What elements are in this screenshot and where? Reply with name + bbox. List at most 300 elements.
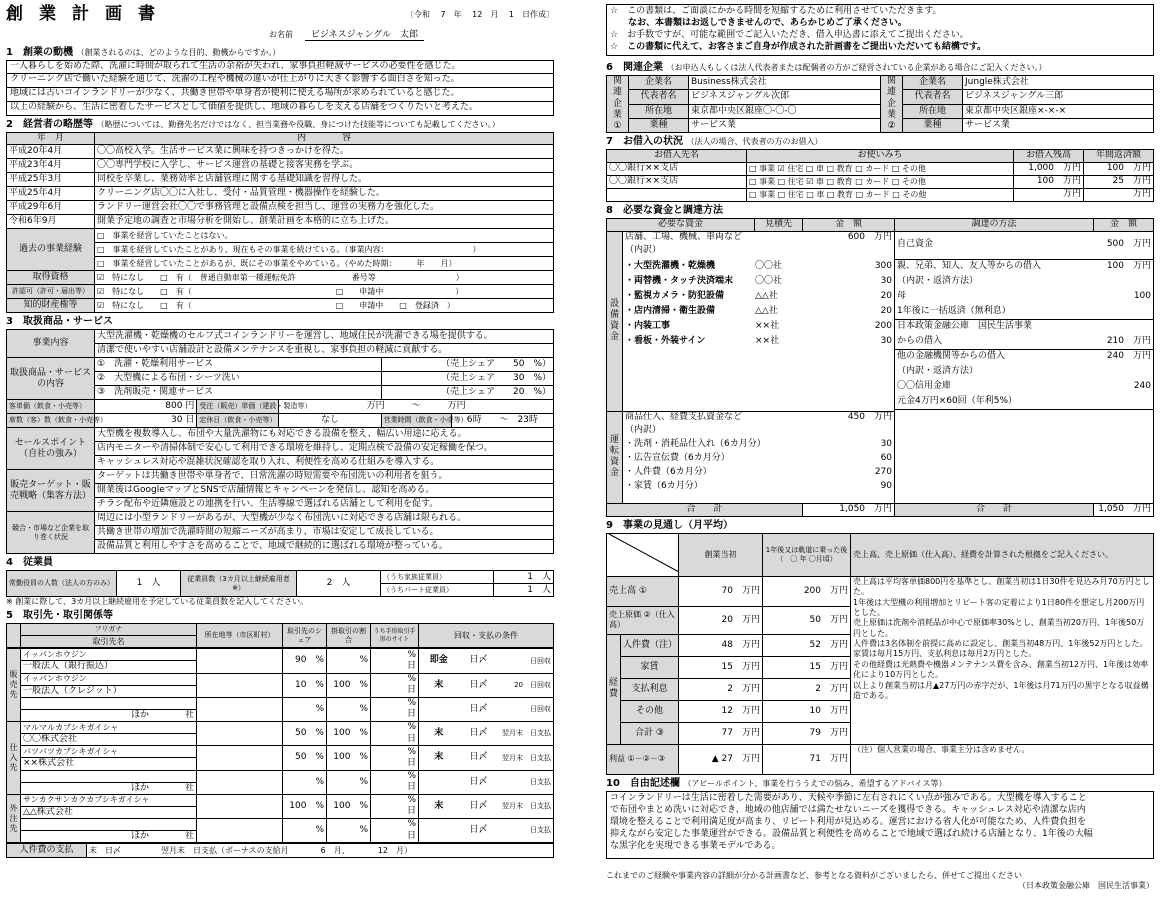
partner-share[interactable]: % bbox=[283, 770, 327, 794]
hours-label: 営業時間（飲食・小売等） bbox=[381, 414, 451, 428]
partner-bill-site[interactable]: % 日 bbox=[371, 697, 419, 721]
partner-terms-cutoff[interactable]: 日〆 bbox=[459, 794, 499, 818]
partner-terms-cutoff[interactable]: 日〆 bbox=[459, 722, 499, 746]
motive-line[interactable]: クリーニング店で働いた経験を通じて、洗濯の工程や機械の違いが仕上がりに大きく影響する面白さを知った。 bbox=[6, 74, 554, 88]
partner-name[interactable]: 〇〇株式会社 bbox=[21, 734, 197, 746]
business-line[interactable]: 清潔で使いやすい店舗設計と設備メンテナンスを重視し、家事負担の軽減に貢献する。 bbox=[95, 344, 554, 358]
partner-name[interactable]: 一般法人（クレジット） bbox=[21, 685, 197, 697]
section-10-heading: 10 自由記述欄 （アピールポイント、事業を行ううえでの悩み、希望するアドバイス等） bbox=[606, 777, 947, 789]
order-price-value[interactable]: 万円 ～ 万円 bbox=[279, 400, 554, 414]
product-item[interactable]: ③ 洗剤販売・関連サービス bbox=[95, 386, 382, 400]
table-row: 平成29年6月 ランドリー運営会社〇〇で事務管理と設備点検を担当し、運営の実務力を強化した。 bbox=[7, 201, 554, 215]
row-label: 家賃 bbox=[621, 656, 679, 678]
col-year: 年 月 bbox=[7, 133, 95, 145]
funding-item-amount: 100 bbox=[1133, 291, 1151, 302]
outlook-corner bbox=[607, 533, 679, 576]
company-address[interactable]: 東京都中央区銀座×-×-× bbox=[963, 104, 1154, 118]
start-value[interactable]: 48 万円 bbox=[679, 634, 763, 656]
working-item[interactable] bbox=[623, 466, 894, 480]
funding-item-text: からの借入 bbox=[897, 335, 943, 346]
product-share[interactable]: （売上シェア 50 %） bbox=[381, 358, 553, 372]
partner-terms-payment[interactable]: 翌月末 日支払 bbox=[499, 794, 554, 818]
partner-furigana[interactable] bbox=[21, 697, 197, 709]
working-item-amount: 270 bbox=[874, 466, 893, 477]
equipment-item-name: ・店内清掃・衛生設備 bbox=[625, 306, 716, 317]
partners-body bbox=[6, 648, 554, 843]
section-6-heading: 6 関連企業 （お申込人もしくは法人代表者または配偶者の方がご経営されている企業がある場合にご記入ください。） bbox=[606, 62, 1047, 73]
product-share[interactable]: （売上シェア 20 %） bbox=[381, 386, 553, 400]
equipment-items bbox=[623, 260, 894, 350]
funding-item-amount: 210 万円 bbox=[1106, 335, 1151, 346]
partner-credit-ratio[interactable]: 100 % bbox=[327, 722, 371, 746]
equipment-item-amount: 20 bbox=[880, 306, 893, 317]
creation-date: 〔令和 7 年 12 月 1 日作成〕 bbox=[405, 10, 554, 19]
funding-item[interactable] bbox=[895, 350, 1153, 365]
table-row: 令和6年9月 開業予定地の調査と市場分析を開始し、創業計画を本格的に立ち上げた。 bbox=[7, 215, 554, 229]
col-address: 所在地等（市区町村） bbox=[197, 624, 283, 648]
career-table bbox=[6, 132, 554, 313]
employees-table bbox=[6, 570, 554, 597]
equipment-item-estimate: 〇〇社 bbox=[755, 276, 783, 287]
partner-furigana[interactable]: バツバツカブシキガイシャ bbox=[21, 746, 197, 758]
after-value[interactable]: 79 万円 bbox=[763, 722, 851, 744]
partner-row bbox=[7, 746, 554, 758]
partner-furigana[interactable] bbox=[21, 770, 197, 782]
funding-item-text: 元金4万円×60回（年利5%） bbox=[897, 395, 1018, 406]
motive-line[interactable]: 地域には古いコインランドリーが少なく、共働き世帯や単身者が便利に使える場所が求められていると感じた。 bbox=[6, 88, 554, 102]
table-row: □ 事業 □ 住宅 □ 車 □ 教育 □ カード □ その他 万円 万円 bbox=[607, 188, 1154, 201]
partner-furigana[interactable]: サンカクサンカクカブシキガイシャ bbox=[21, 794, 197, 806]
equipment-item-amount: 200 bbox=[874, 321, 893, 332]
funding-table bbox=[606, 218, 1154, 517]
related-company-1-label: 関連企業 ① bbox=[607, 76, 629, 133]
after-value[interactable]: 2 万円 bbox=[763, 678, 851, 700]
company-industry[interactable]: サービス業 bbox=[689, 118, 881, 132]
partner-name[interactable]: ほか 社 bbox=[21, 782, 197, 794]
funding-item[interactable] bbox=[895, 365, 1153, 380]
notice-line: ☆ お手数ですが、可能な範囲でご記入いただき、借入申込書に添えてご提出ください。 bbox=[610, 30, 969, 40]
footer-note: これまでのご経験や事業内容の詳細が分かる計画書など、参考となる資料がございましたら、併せてご提出ください bbox=[606, 870, 1022, 880]
funding-item-text: （内訳・返済方法） bbox=[897, 366, 979, 377]
company-name[interactable]: Business株式会社 bbox=[689, 76, 881, 90]
equipment-total[interactable]: 600 万円 bbox=[847, 231, 893, 242]
target-line[interactable]: チラシ配布や近隣施設との連携を行い、生活導線で選ばれる店舗として利用を促す。 bbox=[95, 498, 554, 512]
holiday-label: 定休日（飲食・小売等） bbox=[197, 414, 279, 428]
company-industry[interactable]: サービス業 bbox=[963, 118, 1154, 132]
company-representative[interactable]: ビジネスジャングル三郎 bbox=[963, 90, 1154, 104]
partner-terms-cutoff[interactable]: 日〆 bbox=[459, 819, 499, 843]
partner-bill-site[interactable]: % 日 bbox=[371, 819, 419, 843]
equipment-item-amount: 20 bbox=[880, 291, 893, 302]
partner-row bbox=[7, 673, 554, 685]
partner-furigana[interactable]: イッパンホウジン bbox=[21, 673, 197, 685]
motive-lines bbox=[6, 60, 554, 116]
equipment-item[interactable] bbox=[623, 290, 894, 305]
col-furigana: フリガナ bbox=[21, 624, 197, 636]
partner-terms-close[interactable]: 末 bbox=[419, 794, 459, 818]
partner-name[interactable]: △△株式会社 bbox=[21, 806, 197, 818]
row-label: 売上高 ① bbox=[607, 576, 679, 606]
funding-item[interactable] bbox=[895, 380, 1153, 395]
partner-share[interactable]: % bbox=[283, 697, 327, 721]
partner-terms-payment[interactable]: 20 日回収 bbox=[499, 673, 554, 697]
equipment-item-name: ・両替機・タッチ決済端末 bbox=[625, 276, 734, 287]
partner-terms-payment[interactable]: 日支払 bbox=[499, 819, 554, 843]
row-label: 売上原価 ②（仕入高） bbox=[607, 606, 679, 634]
partner-terms-close[interactable] bbox=[419, 819, 459, 843]
page-title: 創業計画書 bbox=[6, 4, 171, 25]
partner-terms-close[interactable]: 末 bbox=[419, 673, 459, 697]
funding-item[interactable] bbox=[895, 290, 1153, 305]
company-address[interactable]: 東京都中央区銀座〇-〇-〇 bbox=[689, 104, 881, 118]
col-partner-name: 取引先名 bbox=[21, 636, 197, 648]
seats-value[interactable]: 30 日 bbox=[95, 414, 197, 428]
partner-bill-site[interactable]: % 日 bbox=[371, 649, 419, 673]
section-7-heading: 7 お借入の状況 （法人の場合、代表者の方のお借入） bbox=[606, 136, 823, 148]
funding-item-text: 母 bbox=[897, 291, 907, 302]
business-content-label: 事業内容 bbox=[7, 330, 95, 358]
after-value[interactable]: 10 万円 bbox=[763, 700, 851, 722]
partner-bill-site[interactable]: % 日 bbox=[371, 746, 419, 770]
start-value[interactable]: ▲ 27 万円 bbox=[679, 744, 763, 774]
start-value[interactable]: 2 万円 bbox=[679, 678, 763, 700]
equipment-item-estimate: △△社 bbox=[755, 306, 778, 317]
applicant-name: お名前 ビジネスジャングル 太郎 bbox=[6, 30, 554, 44]
working-item[interactable] bbox=[623, 480, 894, 494]
partner-share[interactable]: 50 % bbox=[283, 746, 327, 770]
total-right[interactable]: 1,050 万円 bbox=[1094, 503, 1154, 516]
equipment-item-estimate: 〇〇社 bbox=[755, 261, 783, 272]
officers-value[interactable]: 1 人 bbox=[117, 571, 181, 597]
funding-item[interactable] bbox=[895, 335, 1153, 350]
partner-address[interactable] bbox=[197, 649, 283, 673]
partner-terms-cutoff[interactable]: 日〆 bbox=[459, 649, 499, 673]
table-row: 平成25年4月 クリーニング店〇〇に入社し、受付・品質管理・機器操作を経験した。 bbox=[7, 187, 554, 201]
motive-line[interactable]: 一人暮らしを始めた際、洗濯に時間が取られて生活の余裕が失われ、家事負担軽減サービスの必要性を感じた。 bbox=[6, 60, 554, 74]
working-item-amount: 90 bbox=[880, 480, 893, 491]
partner-name[interactable]: ほか 社 bbox=[21, 709, 197, 721]
col-amount-left: 金 額 bbox=[803, 218, 895, 231]
equipment-item-name: ・監視カメラ・防犯設備 bbox=[625, 291, 725, 302]
experience-option-continuing[interactable]: □ 事業を経営していたことがあり、現在もその事業を続けている。（事業内容： ） bbox=[95, 243, 554, 257]
permit-label: 許認可（許可・届出等） bbox=[7, 285, 95, 299]
partner-bill-site[interactable]: % 日 bbox=[371, 722, 419, 746]
partner-share[interactable]: 10 % bbox=[283, 673, 327, 697]
start-value[interactable]: 12 万円 bbox=[679, 700, 763, 722]
partner-share[interactable]: 50 % bbox=[283, 722, 327, 746]
funding-item-text: 1年後に一括返済（無利息） bbox=[897, 305, 1011, 316]
col-required-funds: 必要な資金 bbox=[607, 218, 755, 231]
employees-label: 従業員数（3カ月以上継続雇用者※） bbox=[181, 571, 297, 597]
selling-point-line[interactable]: 店内モニターや清掃体制で安心して利用できる環境を維持し、定期点検で設備の安定稼働を保つ。 bbox=[95, 442, 554, 456]
col-annual-repayment: 年間返済額 bbox=[1084, 150, 1154, 162]
after-value[interactable]: 200 万円 bbox=[763, 576, 851, 606]
funding-item[interactable] bbox=[895, 320, 1153, 335]
start-value[interactable]: 70 万円 bbox=[679, 576, 763, 606]
partner-credit-ratio[interactable]: % bbox=[327, 770, 371, 794]
selling-point-line[interactable]: 大型機を複数導入し、布団や大量洗濯物にも対応できる設備を整え、幅広い用途に応える。 bbox=[95, 428, 554, 442]
col-start: 創業当初 bbox=[679, 533, 763, 576]
col-amount-right: 金 額 bbox=[1094, 218, 1154, 231]
competition-line[interactable]: 周辺には小型ランドリーがあるが、大型機が少なく布団洗いに対応できる店舗は限られる。 bbox=[95, 512, 554, 526]
section-5-heading: 5 取引先・取引関係等 bbox=[6, 610, 113, 622]
partner-credit-ratio[interactable]: % bbox=[327, 649, 371, 673]
partner-share[interactable]: % bbox=[283, 819, 327, 843]
partner-address[interactable] bbox=[197, 794, 283, 818]
col-credit-ratio: 掛取引の割合 bbox=[327, 624, 371, 648]
partner-group-label: 販売先 bbox=[7, 649, 21, 722]
start-value[interactable]: 15 万円 bbox=[679, 656, 763, 678]
experience-option-none[interactable]: □ 事業を経営していたことはない。 bbox=[95, 229, 554, 243]
partner-share[interactable]: 90 % bbox=[283, 649, 327, 673]
equipment-item-name: ・内装工事 bbox=[625, 321, 671, 332]
funding-methods bbox=[895, 231, 1154, 503]
funding-item-text: 親、兄弟、知人、友人等からの借入 bbox=[897, 261, 1042, 272]
partner-address[interactable] bbox=[197, 770, 283, 794]
partner-name[interactable]: ほか 社 bbox=[21, 831, 197, 843]
section-3-heading: 3 取扱商品・サービス bbox=[6, 316, 113, 328]
col-share: 取引先のシェア bbox=[283, 624, 327, 648]
products-table bbox=[6, 329, 554, 554]
funding-item-text: 他の金融機関等からの借入 bbox=[897, 351, 1006, 362]
target-line[interactable]: ターゲットは共働き世帯や単身者で、日常洗濯の時短需要や布団洗いの利用者を狙う。 bbox=[95, 470, 554, 484]
funding-item-text: 日本政策金融公庫 国民生活事業 bbox=[897, 321, 1033, 332]
after-value[interactable]: 15 万円 bbox=[763, 656, 851, 678]
target-line[interactable]: 開業後はGoogleマップとSNSで店舗情報とキャンペーンを発信し、認知を高める。 bbox=[95, 484, 554, 498]
motive-line[interactable]: 以上の経験から、生活に密着したサービスとして価値を提供し、地域の暮らしを支える店舗をつくりたいと考えた。 bbox=[6, 102, 554, 116]
partner-furigana[interactable]: イッパンホウジン bbox=[21, 649, 197, 661]
partner-terms-payment[interactable]: 翌月末 日支払 bbox=[499, 722, 554, 746]
working-item[interactable] bbox=[623, 438, 894, 452]
working-item[interactable] bbox=[623, 452, 894, 466]
funding-item-text: 〇〇信用金庫 bbox=[897, 381, 952, 392]
after-value[interactable]: 52 万円 bbox=[763, 634, 851, 656]
equipment-item-name: ・大型洗濯機・乾燥機 bbox=[625, 261, 716, 272]
notice-box bbox=[606, 4, 1154, 56]
col-use: お使いみち bbox=[747, 150, 1014, 162]
permit-field[interactable]: ☑ 特になし □ 有（ □ 申請中 ） bbox=[95, 285, 554, 299]
applicant-name-value[interactable]: ビジネスジャングル 太郎 bbox=[305, 30, 424, 41]
working-item-name: ・家賃（6カ月分） bbox=[625, 480, 703, 491]
row-label: その他 bbox=[621, 700, 679, 722]
equipment-item[interactable] bbox=[623, 275, 894, 290]
row-label: 合計 ③ bbox=[621, 722, 679, 744]
borrowing-table bbox=[606, 149, 1154, 201]
table-row: 平成25年3月 同校を卒業し、業務効率と店舗管理に関する基礎知識を習得した。 bbox=[7, 173, 554, 187]
table-row: 平成20年4月 〇〇高校入学。生活サービス業に興味を持つきっかけを得た。 bbox=[7, 145, 554, 159]
partner-address[interactable] bbox=[197, 819, 283, 843]
competition-line[interactable]: 共働き世帯の増加で洗濯時間の短縮ニーズが高まり、市場は安定して成長している。 bbox=[95, 526, 554, 540]
hours-value[interactable]: 6時 ～ 23時 bbox=[451, 414, 553, 428]
equipment-item-estimate: △△社 bbox=[755, 291, 778, 302]
partner-terms-cutoff[interactable]: 日〆 bbox=[459, 697, 499, 721]
partner-share[interactable]: 100 % bbox=[283, 794, 327, 818]
product-item[interactable]: ① 洗濯・乾燥利用サービス bbox=[95, 358, 382, 372]
unit-price-value[interactable]: 800 円 bbox=[95, 400, 197, 414]
equipment-item[interactable] bbox=[623, 260, 894, 275]
target-strategy-label: 販売ターゲット・販売戦略（集客方法） bbox=[7, 470, 95, 512]
table-row: 〇〇銀行××支店 □ 事業 ☑ 住宅 □ 車 □ 教育 □ カード □ その他 1,000 万円 100 万円 bbox=[607, 162, 1154, 175]
payroll-table bbox=[6, 843, 554, 858]
outlook-note: （注）個人営業の場合、事業主分は含めません。 bbox=[851, 744, 1154, 774]
equipment-item[interactable] bbox=[623, 305, 894, 320]
funding-item[interactable] bbox=[895, 395, 1153, 410]
partner-terms-payment[interactable]: 日回収 bbox=[499, 649, 554, 673]
funding-item[interactable] bbox=[895, 260, 1153, 275]
basis-text[interactable]: 売上高は平均客単価800円を基準とし、創業当初は1日30件を見込み月70万円とした。 1年後は大型機の利用増加とリピート客の定着により1日80件を想定し月200万円とした。 売上原価は洗剤や消耗品が中心で原価率30%とし、創業当初20万円、1年後50万円とした。 人件費は3名体制を前提に高めに設定し、創業当初48万円、1年後52万円とした。 家賃は毎月15万円、支払利息は毎月2万円とした。 その他経費は光熱費や機器メンテナンス費を含み、創業当初12万円、1年後は効率化により10万円とした。 以上より創業当初は月▲27万円の赤字だが、1年後は月71万円の黒字となる収益構造である。 bbox=[851, 576, 1154, 744]
after-value[interactable]: 71 万円 bbox=[763, 744, 851, 774]
qualification-field[interactable]: ☑ 特になし □ 有（ 普通自動車第一種運転免許 番号等 ） bbox=[95, 271, 554, 285]
payroll-terms[interactable]: 末 日〆 翌月末 日支払（ボーナスの支給月 6 月、 12 月） bbox=[87, 844, 554, 858]
company-representative[interactable]: ビジネスジャングル次郎 bbox=[689, 90, 881, 104]
partner-address[interactable] bbox=[197, 673, 283, 697]
holiday-value[interactable]: なし bbox=[279, 414, 381, 428]
after-value[interactable]: 50 万円 bbox=[763, 606, 851, 634]
partner-name[interactable]: 一般法人（銀行振込） bbox=[21, 661, 197, 673]
working-item-name: ・人件費（6カ月分） bbox=[625, 466, 712, 477]
total-left[interactable]: 1,050 万円 bbox=[803, 503, 895, 516]
partner-credit-ratio[interactable]: 100 % bbox=[327, 794, 371, 818]
business-line[interactable]: 大型洗濯機・乾燥機のセルフ式コインランドリーを運営し、地域住民が洗濯できる場を提供する。 bbox=[95, 330, 554, 344]
product-item[interactable]: ② 大型機による布団・シーツ洗い bbox=[95, 372, 382, 386]
family-employees-value[interactable]: 1 人 bbox=[494, 571, 554, 584]
partner-credit-ratio[interactable]: 100 % bbox=[327, 673, 371, 697]
col-method: 調達の方法 bbox=[895, 218, 1094, 231]
funding-items bbox=[895, 232, 1153, 410]
partner-terms-cutoff[interactable]: 日〆 bbox=[459, 746, 499, 770]
row-label: 利益 ①－②－③ bbox=[607, 744, 679, 774]
partner-terms-close[interactable]: 末 bbox=[419, 746, 459, 770]
total-label-left: 合 計 bbox=[607, 503, 803, 516]
partner-name[interactable]: ××株式会社 bbox=[21, 758, 197, 770]
partner-credit-ratio[interactable]: % bbox=[327, 819, 371, 843]
related-company-2-label: 関連企業 ② bbox=[881, 76, 903, 133]
partner-row bbox=[7, 649, 554, 661]
row-label: 人件費（注） bbox=[621, 634, 679, 656]
partner-terms-close[interactable] bbox=[419, 697, 459, 721]
funding-item-amount: 240 万円 bbox=[1106, 351, 1151, 362]
partner-address[interactable] bbox=[197, 746, 283, 770]
working-item-name: ・広告宣伝費（6カ月分） bbox=[625, 452, 730, 463]
notice-line: ☆ この書類に代えて、お客さまご自身が作成された計画書をご提出いただいても結構です。 bbox=[610, 42, 987, 52]
funding-item[interactable] bbox=[895, 275, 1153, 290]
partner-terms-payment[interactable]: 翌月末 日支払 bbox=[499, 746, 554, 770]
table-row: 平成23年4月 〇〇専門学校に入学し、サービス運営の基礎と接客実務を学ぶ。 bbox=[7, 159, 554, 173]
part-employees-label: （うちパート従業員） bbox=[381, 584, 494, 597]
section-2-heading: 2 経営者の略歴等 （略歴については、勤務先名だけではなく、担当業務や役職、身につけた技能等についても記載してください。） bbox=[6, 119, 500, 130]
equipment-item-amount: 300 bbox=[874, 261, 893, 272]
partner-terms-close[interactable]: 末 bbox=[419, 722, 459, 746]
working-item-amount: 60 bbox=[880, 452, 893, 463]
product-content-label: 取扱商品・サービスの内容 bbox=[7, 358, 95, 400]
partner-terms-cutoff[interactable]: 日〆 bbox=[459, 770, 499, 794]
partner-row bbox=[7, 819, 554, 831]
competition-line[interactable]: 設備品質と利用しやすさを高めることで、地域で継続的に選ばれる環境が整っている。 bbox=[95, 540, 554, 554]
start-value[interactable]: 20 万円 bbox=[679, 606, 763, 634]
working-items bbox=[623, 438, 894, 494]
ip-label: 知的財産権等 bbox=[7, 299, 95, 313]
partner-terms-payment[interactable]: 日回収 bbox=[499, 697, 554, 721]
notice-line: なお、本書類はお返しできませんので、あらかじめご了承ください。 bbox=[610, 18, 907, 28]
right-column bbox=[606, 4, 1154, 891]
col-estimate-source: 見積先 bbox=[755, 218, 803, 231]
partner-terms-close[interactable] bbox=[419, 770, 459, 794]
equipment-item-estimate: ××社 bbox=[755, 321, 780, 332]
part-employees-value[interactable]: 1 人 bbox=[494, 584, 554, 597]
col-basis: 売上高、売上原価（仕入高）、経費を計算された根拠をご記入ください。 bbox=[851, 533, 1154, 576]
table-row: 〇〇銀行××支店 □ 事業 □ 住宅 ☑ 車 □ 教育 □ カード □ その他 100 万円 25 万円 bbox=[607, 175, 1154, 188]
section-1-heading: 1 創業の動機 （創業されるのは、どのような目的、動機からですか。） bbox=[6, 47, 281, 58]
partner-bill-site[interactable]: % 日 bbox=[371, 673, 419, 697]
start-value[interactable]: 77 万円 bbox=[679, 722, 763, 744]
partner-row bbox=[7, 697, 554, 709]
left-column bbox=[6, 4, 554, 858]
competition-label: 競合・市場など企業を取り巻く状況 bbox=[7, 512, 95, 554]
partner-row bbox=[7, 722, 554, 734]
partner-bill-site[interactable]: % 日 bbox=[371, 770, 419, 794]
employees-value[interactable]: 2 人 bbox=[297, 571, 381, 597]
equipment-item-estimate: ××社 bbox=[755, 336, 780, 347]
family-employees-label: （うち家族従業員） bbox=[381, 571, 494, 584]
officers-label: 常勤役員の人数（法人の方のみ） bbox=[7, 571, 117, 597]
free-description[interactable]: コインランドリーは生活に密着した需要があり、天候や季節に左右されにくい点が強みである。大型機を導入すること で布団やまとめ洗いに対応でき、地域の他店舗では満たせないニーズを獲得できる。キャッシュレス対応や清潔な店内 環境を整えることで利用満足度が高まり、リピート利用が見込める。運営における省人化が可能なため、人件費負担を 抑えながら安定した事業運営ができる。設備品質と利便性を高めることで地域で選ばれ続ける店舗となり、1年後の大幅 な黒字化を実現できる事業モデルである。 bbox=[606, 791, 1154, 859]
col-lender: お借入先名 bbox=[607, 150, 747, 162]
total-label-right: 合 計 bbox=[895, 503, 1094, 516]
order-price-label: 受注（販売）単価（建設・製造等） bbox=[197, 400, 279, 414]
funding-item-amount: 500 万円 bbox=[1106, 239, 1151, 250]
col-balance: お借入残高 bbox=[1014, 150, 1084, 162]
equipment-item[interactable] bbox=[623, 320, 894, 335]
col-terms: 回収・支払の条件 bbox=[419, 624, 554, 648]
employees-note: ※ 創業に際して、3カ月以上継続雇用を予定している従業員数を記入してください。 bbox=[6, 597, 309, 607]
partner-terms-cutoff[interactable]: 日〆 bbox=[459, 673, 499, 697]
equipment-funds-detail: 店舗、工場、機械、車両など 600 万円 （内訳） ・大型洗濯機・乾燥機 〇〇社 300 ・両替機・タッチ決済端末 〇〇社 30 ・監視カメラ・防犯設備 △△社 20 ・店内清掃・衛生設備 △△社 20 ・内装工事 ××社 200 ・看板・外装サイン ××社 30 bbox=[623, 231, 895, 411]
ip-field[interactable]: ☑ 特になし □ 有（ □ 申請中 □ 登録済 ） bbox=[95, 299, 554, 313]
seats-label: 席数（客）数（飲食・小売等） bbox=[7, 414, 95, 428]
company-name[interactable]: Jungle株式会社 bbox=[963, 76, 1154, 90]
partner-credit-ratio[interactable]: % bbox=[327, 697, 371, 721]
equipment-item[interactable] bbox=[623, 335, 894, 350]
past-experience-label: 過去の事業経験 bbox=[7, 229, 95, 271]
working-total[interactable]: 450 万円 bbox=[847, 411, 893, 422]
selling-point-label: セールスポイント（自社の強み） bbox=[7, 428, 95, 470]
partner-address[interactable] bbox=[197, 722, 283, 746]
partner-furigana[interactable]: マルマルカブシキガイシャ bbox=[21, 722, 197, 734]
payroll-label: 人件費の支払 bbox=[7, 844, 87, 858]
selling-point-line[interactable]: キャッシュレス対応や混雑状況確認を取り入れ、利便性を高める仕組みを導入する。 bbox=[95, 456, 554, 470]
row-label: 支払利息 bbox=[621, 678, 679, 700]
equipment-item-name: ・看板・外装サイン bbox=[625, 336, 706, 347]
funding-item-text: （内訳・返済方法） bbox=[897, 276, 979, 287]
working-item-name: ・洗剤・消耗品仕入れ（6カ月分） bbox=[625, 438, 766, 449]
partner-terms-close[interactable]: 即金 bbox=[419, 649, 459, 673]
section-8-heading: 8 必要な資金と調達方法 bbox=[606, 204, 723, 216]
col-after: 1年後又は軌道に乗った後（ 〇 年 〇月頃） bbox=[763, 533, 851, 576]
equipment-item-amount: 30 bbox=[880, 276, 893, 287]
partner-credit-ratio[interactable]: 100 % bbox=[327, 746, 371, 770]
partner-row bbox=[7, 770, 554, 782]
funding-item-amount: 100 万円 bbox=[1106, 261, 1151, 272]
partner-furigana[interactable] bbox=[21, 819, 197, 831]
partner-terms-payment[interactable]: 日支払 bbox=[499, 770, 554, 794]
funding-item[interactable] bbox=[895, 232, 1153, 260]
partner-bill-site[interactable]: % 日 bbox=[371, 794, 419, 818]
unit-price-label: 客単価（飲食・小売等） bbox=[7, 400, 95, 414]
funding-item[interactable] bbox=[895, 305, 1153, 320]
partner-address[interactable] bbox=[197, 697, 283, 721]
product-share[interactable]: （売上シェア 30 %） bbox=[381, 372, 553, 386]
experience-option-closed[interactable]: □ 事業を経営していたことがあるが、既にその事業をやめている。（やめた時期： 年 月） bbox=[95, 257, 554, 271]
